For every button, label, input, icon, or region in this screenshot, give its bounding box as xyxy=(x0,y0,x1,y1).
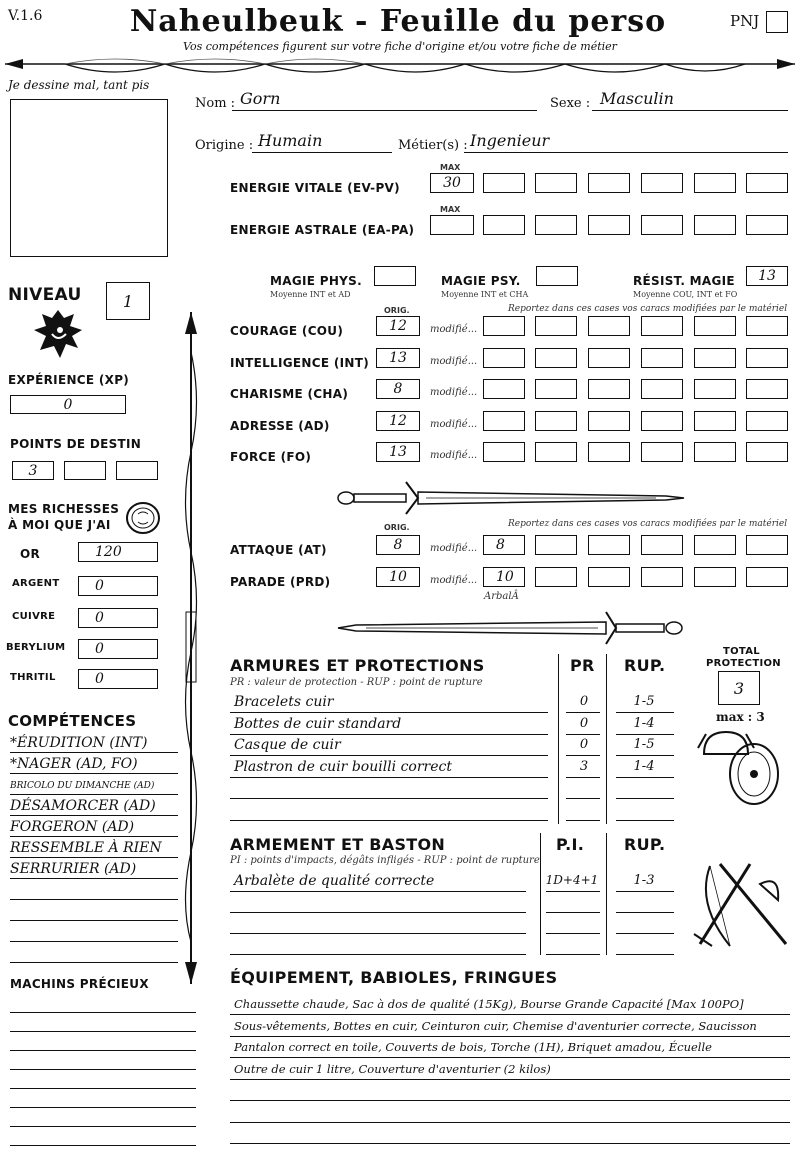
ev-box[interactable] xyxy=(641,173,683,193)
carac-mod-box[interactable] xyxy=(483,348,525,368)
carac-mod-box[interactable] xyxy=(746,411,788,431)
carac-mod-box[interactable] xyxy=(483,379,525,399)
magie-phys-label: MAGIE PHYS. xyxy=(270,274,362,288)
armure-rup-line xyxy=(616,777,674,778)
combat-mod-box[interactable] xyxy=(588,535,630,555)
competence-line xyxy=(10,752,178,753)
experience-label: EXPÉRIENCE (XP) xyxy=(8,373,130,387)
magie-psy-sub: Moyenne INT et CHA xyxy=(441,290,529,299)
arme-rup-line xyxy=(616,933,674,934)
sword-ornament xyxy=(336,608,686,648)
carac-modif-label: modifié... xyxy=(430,418,478,430)
armure-rup[interactable]: 1-5 xyxy=(633,737,655,752)
armure-rup-line xyxy=(616,820,674,821)
machins-line[interactable] xyxy=(10,1126,196,1127)
competence-line xyxy=(10,920,178,921)
metier-label: Métier(s) : xyxy=(398,138,468,153)
resist-magie-label: RÉSIST. MAGIE xyxy=(633,274,735,288)
arme-pi[interactable]: 1D+4+1 xyxy=(545,873,599,887)
carac-orig-box[interactable]: 8 xyxy=(376,379,420,399)
carac-mod-box[interactable] xyxy=(641,316,683,336)
ea-box[interactable] xyxy=(588,215,630,235)
carac-label: CHARISME (CHA) xyxy=(230,387,349,401)
competence-line xyxy=(10,962,178,963)
competence-line xyxy=(10,878,178,879)
combat-mod-box[interactable] xyxy=(694,535,736,555)
equipement-line-text[interactable]: Pantalon correct en toile, Couverts de bois, Torche (1H), Briquet amadou, Écuelle xyxy=(234,1040,712,1054)
armure-pr[interactable]: 0 xyxy=(579,737,589,752)
machins-line[interactable] xyxy=(10,1145,196,1146)
arme-line xyxy=(230,954,526,955)
spear-vertical-ornament xyxy=(178,312,204,984)
thritil-box[interactable]: 0 xyxy=(78,669,158,689)
competence-item[interactable]: BRICOLO DU DIMANCHE (AD) xyxy=(10,781,155,791)
equipement-line xyxy=(230,1014,790,1015)
carac-label: FORCE (FO) xyxy=(230,450,312,464)
arme-rup-line xyxy=(616,912,674,913)
competence-line xyxy=(10,836,178,837)
armures-subtitle: PR : valeur de protection - RUP : point de rupture xyxy=(230,677,483,688)
richesses-label-2: À MOI QUE J'AI xyxy=(8,518,111,532)
armure-line xyxy=(230,798,548,799)
equipement-line xyxy=(230,1100,790,1101)
equipement-line-text[interactable]: Chaussette chaude, Sac à dos de qualité (15Kg), Bourse Grande Capacité [Max 100PO] xyxy=(234,997,744,1011)
equipement-line xyxy=(230,1036,790,1037)
competence-item[interactable]: SERRURIER (AD) xyxy=(10,861,137,877)
carac-mod-box[interactable] xyxy=(641,411,683,431)
carac-mod-box[interactable] xyxy=(483,442,525,462)
combat-mod-box[interactable] xyxy=(588,567,630,587)
armure-line xyxy=(230,734,548,735)
combat-mod-box[interactable] xyxy=(746,535,788,555)
magie-phys-sub: Moyenne INT et AD xyxy=(270,290,351,299)
combat-mod-box[interactable]: 8 xyxy=(483,535,525,555)
combat-orig-box[interactable]: 10 xyxy=(376,567,420,587)
carac-mod-box[interactable] xyxy=(588,316,630,336)
armure-pr-line xyxy=(566,777,600,778)
portrait-frame[interactable] xyxy=(10,99,168,257)
machins-label: MACHINS PRÉCIEUX xyxy=(10,977,149,991)
armure-rup[interactable]: 1-5 xyxy=(633,694,655,709)
carac-mod-box[interactable] xyxy=(535,348,577,368)
niveau-label: NIVEAU xyxy=(8,285,82,305)
armures-col-rup: RUP. xyxy=(624,656,666,675)
machins-line[interactable] xyxy=(10,1069,196,1070)
cuivre-label: CUIVRE xyxy=(12,611,56,622)
armure-rup-line xyxy=(616,755,674,756)
machins-line[interactable] xyxy=(10,1050,196,1051)
armure-rup-line xyxy=(616,712,674,713)
metier-field[interactable]: Ingenieur xyxy=(470,131,550,150)
carac-mod-box[interactable] xyxy=(746,316,788,336)
armement-title: ARMEMENT ET BASTON xyxy=(230,835,446,854)
destin-label: POINTS DE DESTIN xyxy=(10,437,142,451)
total-protection-max: max : 3 xyxy=(716,710,765,724)
carac-mod-box[interactable] xyxy=(694,442,736,462)
armure-pr-line xyxy=(566,820,600,821)
berylium-box[interactable]: 0 xyxy=(78,639,158,659)
carac-mod-box[interactable] xyxy=(746,379,788,399)
origine-field[interactable]: Humain xyxy=(258,131,323,150)
combat-label: ATTAQUE (AT) xyxy=(230,543,327,557)
carac-mod-box[interactable] xyxy=(641,379,683,399)
caracs-orig-label: ORIG. xyxy=(384,306,410,315)
arme-rup-line xyxy=(616,891,674,892)
competence-line xyxy=(10,941,178,942)
ea-box[interactable] xyxy=(694,215,736,235)
armure-name[interactable]: Bracelets cuir xyxy=(234,694,334,710)
carac-mod-box[interactable] xyxy=(535,316,577,336)
origine-label: Origine : xyxy=(195,138,254,153)
armure-pr-line xyxy=(566,798,600,799)
ev-box[interactable] xyxy=(483,173,525,193)
carac-mod-box[interactable] xyxy=(588,442,630,462)
resist-magie-sub: Moyenne COU, INT et FO xyxy=(633,290,738,299)
version-label: V.1.6 xyxy=(8,8,43,24)
combat-orig-box[interactable]: 8 xyxy=(376,535,420,555)
argent-box[interactable]: 0 xyxy=(78,576,158,596)
carac-label: INTELLIGENCE (INT) xyxy=(230,355,369,370)
destin-box[interactable] xyxy=(64,461,106,480)
armement-col-rup: RUP. xyxy=(624,835,666,854)
carac-modif-label: modifié... xyxy=(430,324,478,335)
armure-rup[interactable]: 1-4 xyxy=(633,758,655,774)
combat-mod-box[interactable] xyxy=(641,535,683,555)
combat-mod-box[interactable] xyxy=(535,567,577,587)
portrait-caption: Je dessine mal, tant pis xyxy=(8,78,150,92)
magie-psy-box[interactable] xyxy=(536,266,578,286)
carac-mod-box[interactable] xyxy=(483,411,525,431)
competence-item[interactable]: FORGERON (AD) xyxy=(10,819,135,835)
combat-mod-box[interactable] xyxy=(535,535,577,555)
dragon-icon xyxy=(30,304,86,364)
arme-pi-line xyxy=(546,954,600,955)
arme-line xyxy=(230,891,526,892)
equipement-line xyxy=(230,1057,790,1058)
competence-item[interactable]: RESSEMBLE À RIEN xyxy=(10,840,162,856)
arme-pi-line xyxy=(546,891,600,892)
berylium-label: BERYLIUM xyxy=(6,642,66,653)
carac-modif-label: modifié... xyxy=(430,450,478,461)
armures-col-pr: PR xyxy=(570,656,595,675)
richesses-label-1: MES RICHESSES xyxy=(8,502,120,516)
resist-magie-box[interactable]: 13 xyxy=(746,266,788,286)
armure-pr-line xyxy=(566,734,600,735)
carac-mod-box[interactable] xyxy=(641,348,683,368)
destin-box[interactable]: 3 xyxy=(12,461,54,480)
competence-line xyxy=(10,794,178,795)
carac-mod-box[interactable] xyxy=(535,411,577,431)
equipement-line xyxy=(230,1143,790,1144)
argent-label: ARGENT xyxy=(12,578,60,589)
armure-pr-line xyxy=(566,712,600,713)
combat-orig-label: ORIG. xyxy=(384,523,410,532)
carac-orig-box[interactable]: 12 xyxy=(376,316,420,336)
carac-modif-label: modifié... xyxy=(430,387,478,398)
sword-ornament xyxy=(336,478,686,518)
nom-field[interactable]: Gorn xyxy=(240,89,281,108)
niveau-box[interactable]: 1 xyxy=(106,282,150,320)
ev-label: ENERGIE VITALE (EV-PV) xyxy=(230,181,400,195)
sexe-field[interactable]: Masculin xyxy=(600,89,674,108)
ev-box[interactable] xyxy=(746,173,788,193)
thritil-label: THRITIL xyxy=(10,672,56,683)
armure-line xyxy=(230,820,548,821)
carac-orig-box[interactable]: 13 xyxy=(376,348,420,368)
armure-rup[interactable]: 1-4 xyxy=(633,715,655,731)
total-protection-box[interactable]: 3 xyxy=(718,671,760,705)
equipement-line xyxy=(230,1122,790,1123)
pnj-label: PNJ xyxy=(730,12,760,30)
machins-line[interactable] xyxy=(10,1012,196,1013)
combat-mod-box[interactable] xyxy=(694,567,736,587)
sexe-label: Sexe : xyxy=(550,96,591,111)
carac-mod-box[interactable] xyxy=(694,316,736,336)
page-title: Naheulbeuk - Feuille du perso xyxy=(129,4,667,39)
arme-rup[interactable]: 1-3 xyxy=(633,873,655,888)
machins-line[interactable] xyxy=(10,1088,196,1089)
machins-line[interactable] xyxy=(10,1107,196,1108)
ea-box[interactable] xyxy=(483,215,525,235)
combat-mod-box[interactable] xyxy=(641,567,683,587)
page-subtitle: Vos compétences figurent sur votre fiche d'origine et/ou votre fiche de métier xyxy=(183,40,617,53)
arme-line xyxy=(230,912,526,913)
destin-box[interactable] xyxy=(116,461,158,480)
armure-pr[interactable]: 0 xyxy=(579,715,589,731)
armure-name[interactable]: Bottes de cuir standard xyxy=(234,715,402,732)
arme-name[interactable]: Arbalète de qualité correcte xyxy=(234,873,435,889)
helmet-shield-icon xyxy=(692,724,784,810)
machins-line[interactable] xyxy=(10,1031,196,1032)
ea-box[interactable] xyxy=(535,215,577,235)
armement-subtitle: PI : points d'impacts, dégâts infligés - RUP : point de rupture xyxy=(230,855,540,866)
total-protection-label-2: PROTECTION xyxy=(706,658,781,669)
experience-box[interactable]: 0 xyxy=(10,395,126,414)
combat-mod-box[interactable]: 10 xyxy=(483,567,525,587)
ea-box[interactable] xyxy=(641,215,683,235)
armure-rup-line xyxy=(616,734,674,735)
armure-pr-line xyxy=(566,755,600,756)
ev-box[interactable] xyxy=(694,173,736,193)
ea-label: ENERGIE ASTRALE (EA-PA) xyxy=(230,223,415,237)
ea-max-label: MAX xyxy=(440,205,461,214)
or-label: OR xyxy=(20,547,41,561)
equipement-title: ÉQUIPEMENT, BABIOLES, FRINGUES xyxy=(230,968,558,987)
magie-phys-box[interactable] xyxy=(374,266,416,286)
carac-label: ADRESSE (AD) xyxy=(230,418,330,433)
armure-line xyxy=(230,712,548,713)
competence-item[interactable]: *NAGER (AD, FO) xyxy=(10,756,138,772)
armement-col-pi: P.I. xyxy=(556,835,585,854)
nom-label: Nom : xyxy=(195,96,236,111)
total-protection-label-1: TOTAL xyxy=(723,646,760,657)
carac-mod-box[interactable] xyxy=(641,442,683,462)
competence-line xyxy=(10,857,178,858)
armure-name[interactable]: Plastron de cuir bouilli correct xyxy=(234,758,452,775)
carac-mod-box[interactable] xyxy=(746,442,788,462)
ea-box[interactable] xyxy=(746,215,788,235)
coin-icon xyxy=(124,500,162,536)
ev-box[interactable] xyxy=(535,173,577,193)
combat-modif-label: modifié... xyxy=(430,543,478,554)
competence-line xyxy=(10,899,178,900)
carac-orig-box[interactable]: 13 xyxy=(376,442,420,462)
armure-line xyxy=(230,777,548,778)
weapons-icon xyxy=(690,854,794,954)
carac-mod-box[interactable] xyxy=(694,411,736,431)
cuivre-box[interactable]: 0 xyxy=(78,608,158,628)
armure-pr[interactable]: 0 xyxy=(579,694,589,709)
armures-title: ARMURES ET PROTECTIONS xyxy=(230,656,485,675)
or-box[interactable]: 120 xyxy=(78,542,158,562)
carac-mod-box[interactable] xyxy=(694,379,736,399)
competence-item[interactable]: DÉSAMORCER (AD) xyxy=(10,798,156,814)
equipement-line-text[interactable]: Outre de cuir 1 litre, Couverture d'aventurier (2 kilos) xyxy=(234,1061,551,1076)
competence-line xyxy=(10,773,178,774)
arme-pi-line xyxy=(546,912,600,913)
ev-max-label: MAX xyxy=(440,163,461,172)
arme-line xyxy=(230,933,526,934)
combat-mod-note: ArbalÂ xyxy=(484,591,519,602)
combat-note: Reportez dans ces cases vos caracs modifiées par le matériel xyxy=(508,519,788,529)
pnj-checkbox[interactable] xyxy=(766,11,788,33)
carac-mod-box[interactable] xyxy=(483,316,525,336)
carac-mod-box[interactable] xyxy=(746,348,788,368)
arme-rup-line xyxy=(616,954,674,955)
carac-label: COURAGE (COU) xyxy=(230,324,344,338)
competence-item[interactable]: *ÉRUDITION (INT) xyxy=(10,735,148,751)
armure-pr[interactable]: 3 xyxy=(579,758,589,774)
carac-mod-box[interactable] xyxy=(588,348,630,368)
armure-name[interactable]: Casque de cuir xyxy=(234,737,341,753)
carac-mod-box[interactable] xyxy=(694,348,736,368)
combat-modif-label: modifié... xyxy=(430,574,478,586)
arme-pi-line xyxy=(546,933,600,934)
magie-psy-label: MAGIE PSY. xyxy=(441,274,521,288)
ea-max-box[interactable] xyxy=(430,215,474,235)
carac-mod-box[interactable] xyxy=(535,442,577,462)
caracs-note: Reportez dans ces cases vos caracs modifiées par le matériel xyxy=(508,304,788,314)
carac-mod-box[interactable] xyxy=(535,379,577,399)
equipement-line-text[interactable]: Sous-vêtements, Bottes en cuir, Ceinturon cuir, Chemise d'aventurier correcte, Saucisson xyxy=(234,1018,757,1033)
armure-line xyxy=(230,755,548,756)
competence-line xyxy=(10,815,178,816)
carac-mod-box[interactable] xyxy=(588,411,630,431)
carac-orig-box[interactable]: 12 xyxy=(376,411,420,431)
equipement-line xyxy=(230,1079,790,1080)
ev-max-box[interactable]: 30 xyxy=(430,173,474,193)
armure-rup-line xyxy=(616,798,674,799)
competences-label: COMPÉTENCES xyxy=(8,712,137,730)
combat-label: PARADE (PRD) xyxy=(230,574,331,589)
ev-box[interactable] xyxy=(588,173,630,193)
carac-modif-label: modifié... xyxy=(430,355,478,367)
combat-mod-box[interactable] xyxy=(746,567,788,587)
carac-mod-box[interactable] xyxy=(588,379,630,399)
